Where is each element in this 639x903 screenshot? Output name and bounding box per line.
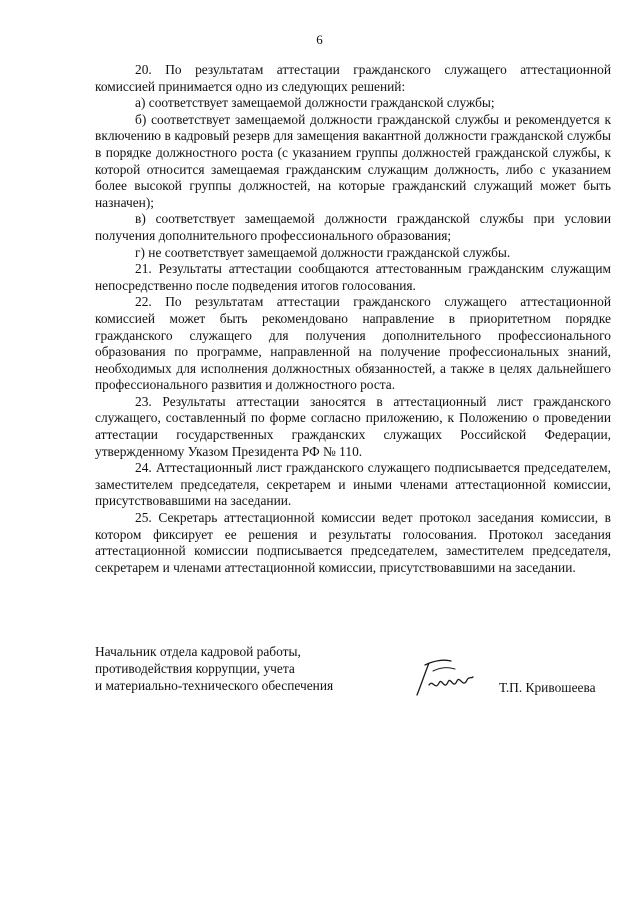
- signatory-name: Т.П. Кривошеева: [499, 680, 596, 695]
- signature-block: [95, 643, 611, 703]
- paragraph-22: 22. По результатам аттестации гражданского служащего аттестационной комиссией может быть рекомендовано направление в приоритетном порядке гражданского служащего для получения дополнительного профессионального образования по программе, направленной на получение профессиональных знаний, необходимых для исполнения должностных обязанностей, а также в целях дальнейшего профессионального развития и должностного роста.: [95, 294, 611, 393]
- paragraph-20: 20. По результатам аттестации гражданского служащего аттестационной комиссией принимается одно из следующих решений:: [95, 62, 611, 94]
- handwritten-signature: [411, 655, 481, 701]
- paragraph-20-v: в) соответствует замещаемой должности гражданской службы при условии получения дополнительного профессионального образования;: [95, 211, 611, 243]
- signatory-position-line: противодействия коррупции, учета: [95, 661, 295, 676]
- signatory-position-line: Начальник отдела кадровой работы,: [95, 644, 301, 659]
- signatory-position: [95, 643, 395, 694]
- paragraph-23: 23. Результаты аттестации заносятся в аттестационный лист гражданского служащего, составленный по форме согласно приложению, к Положению о проведении аттестации государственных гражданских служащих Российской Федерации, утвержденному Указом Президента РФ № 110.: [95, 393, 611, 459]
- page-number: 6: [316, 32, 323, 47]
- paragraph-20-g: г) не соответствует замещаемой должности гражданской службы.: [135, 244, 511, 260]
- paragraph-20-a: а) соответствует замещаемой должности гражданской службы;: [135, 95, 495, 111]
- signatory-position-line: и материально-технического обеспечения: [95, 678, 334, 693]
- paragraph-24: 24. Аттестационный лист гражданского служащего подписывается председателем, заместителем председателя, секретарем и иными членами аттестационной комиссии, присутствовавшими на заседании.: [95, 460, 611, 509]
- document-body: [95, 62, 611, 576]
- paragraph-21: 21. Результаты аттестации сообщаются аттестованным гражданским служащим непосредственно после подведения итогов голосования.: [95, 261, 611, 293]
- paragraph-20-b: б) соответствует замещаемой должности гражданской службы и рекомендуется к включению в кадровый резерв для замещения вакантной должности гражданской службы в порядке должностного роста (с указанием группы должностей гражданской службы, к которой относится замещаемая гражданским служащим должность, либо с указанием более высокой группы должностей, на которые гражданский служащий может быть назначен);: [95, 111, 611, 210]
- paragraph-25: 25. Секретарь аттестационной комиссии ведет протокол заседания комиссии, в котором фиксирует ее решения и результаты голосования. Протокол заседания аттестационной комиссии подписывается председателем, заместителем председателя, секретарем и членами аттестационной комиссии, присутствовавшими на заседании.: [95, 510, 611, 575]
